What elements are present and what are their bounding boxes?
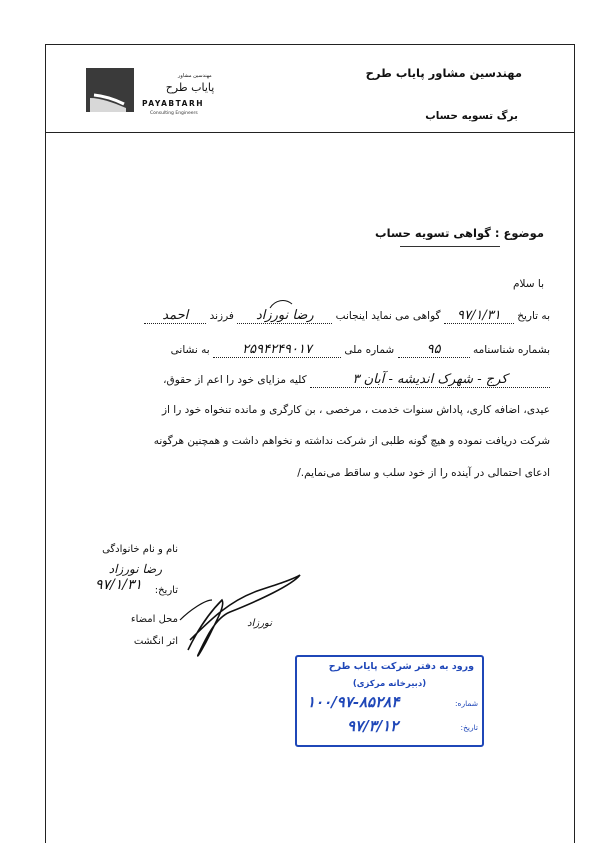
id-number-label: بشماره شناسنامه — [472, 344, 550, 356]
signature-place-label: محل امضاء — [130, 614, 178, 625]
name-value: رضا نورزاد — [108, 562, 162, 576]
benefits-text: کلیه مزایای خود را اعم از حقوق، — [163, 374, 307, 386]
handwritten-signature-text: نورزاد — [247, 618, 272, 629]
stamp-date-label: تاریخ: — [460, 723, 478, 732]
body-line-4: عیدی، اضافه کاری، پاداش سنوات خدمت ، مرخصی ، بن کارگری و مانده تنخواه خود را از — [161, 404, 550, 416]
registration-stamp — [295, 655, 484, 747]
declaration-text: گواهی می نماید اینجانب — [335, 310, 441, 322]
stamp-date-value: ۹۷/۳/۱۲ — [347, 717, 399, 735]
stamp-title: ورود به دفتر شرکت پایاب طرح — [328, 661, 474, 672]
date-prefix: به تاریخ — [517, 310, 550, 322]
greeting: با سلام — [512, 278, 544, 290]
national-id-label: شماره ملی — [344, 344, 395, 356]
date-label: تاریخ: — [154, 585, 178, 596]
address-label: به نشانی — [170, 344, 210, 356]
company-name: مهندسین مشاور پایاب طرح — [365, 66, 522, 80]
logo-name-en: PAYABTARH — [142, 99, 205, 108]
logo-subtitle: Consulting Engineers — [150, 111, 198, 116]
body-line-5: شرکت دریافت نموده و هیچ گونه طلبی از شرکت نداشته و نخواهم داشت و همچنین هرگونه — [153, 435, 550, 447]
stamp-number-label: شماره: — [455, 699, 478, 708]
subject-line: موضوع : گواهی تسویه حساب — [375, 226, 544, 240]
sign-date-value: ۹۷/۱/۳۱ — [94, 577, 142, 593]
father-name: احمد — [144, 308, 206, 324]
form-title: برگ تسویه حساب — [425, 110, 518, 122]
employee-name: رضا نورزاد — [237, 308, 332, 324]
fingerprint-label: اثر انگشت — [133, 636, 178, 647]
name-label: نام و نام خانوادگی — [102, 544, 178, 555]
logo-top-text: مهندسین مشاور — [178, 73, 212, 79]
stamp-subtitle: (دبیرخانه مرکزی) — [352, 679, 427, 689]
national-id-value: ۲۵۹۴۲۴۹۰۱۷ — [213, 342, 341, 358]
body-line-6: ادعای احتمالی در آینده را از خود سلب و ساقط می‌نمایم./ — [297, 467, 550, 479]
date-value: ۹۷/۱/۳۱ — [444, 308, 514, 324]
stamp-number-value: ۱۰۰/۹۷-۸۵۲۸۴ — [307, 693, 400, 711]
address-value: کرج - شهرک اندیشه - آبان ۳ — [310, 372, 550, 388]
logo-name-fa: پایاب طرح — [165, 81, 215, 94]
id-number-value: ۹۵ — [398, 342, 470, 358]
child-of-label: فرزند — [209, 310, 234, 322]
